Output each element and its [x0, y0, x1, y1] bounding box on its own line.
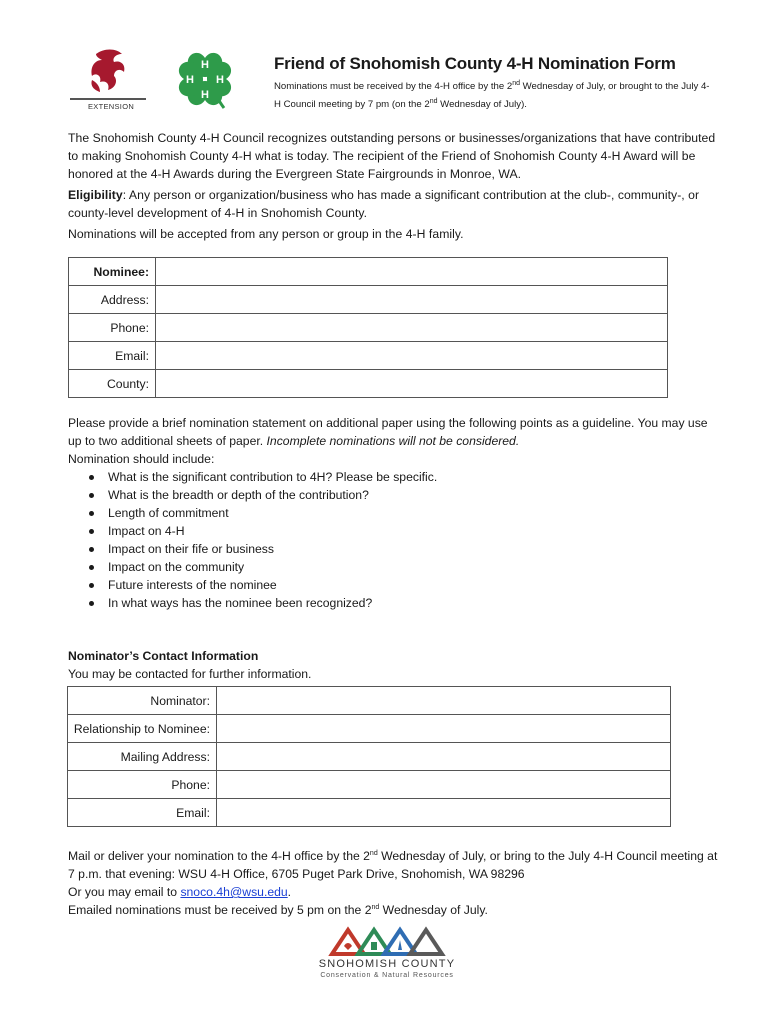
footer-county-name: SNOHOMISH COUNTY: [318, 958, 456, 970]
email-field[interactable]: [156, 342, 668, 370]
list-item: What is the breadth or depth of the contribution?: [108, 486, 718, 504]
list-item: In what ways has the nominee been recognized?: [108, 594, 718, 612]
nominator-email-field[interactable]: [217, 799, 671, 827]
list-item: What is the significant contribution to 4H? Please be specific.: [108, 468, 718, 486]
intro-paragraph: The Snohomish County 4-H Council recognizes outstanding persons or businesses/organizations that have contributed to making Snohomish County 4-H what is today. The recipient of the Friend of Snohomish County 4-H Award will be honored at the 4-H Awards during the Evergreen State Fairgrounds in Monroe, WA.: [68, 131, 716, 181]
address-field[interactable]: [156, 286, 668, 314]
nominator-phone-field[interactable]: [217, 771, 671, 799]
mailing-instructions: [68, 847, 718, 919]
nominator-form-table: [67, 686, 671, 827]
mailing-address-label: Mailing Address:: [68, 743, 217, 771]
statement-paragraph: Please provide a brief nomination statement on additional paper using the following points as a guideline. You may use up to two additional sheets of paper. Incomplete nominations will not be considered.: [68, 416, 708, 448]
svg-text:H: H: [201, 89, 209, 101]
intro-section: [68, 129, 718, 246]
mailing-address-row: [68, 743, 671, 771]
nominator-email-row: [68, 799, 671, 827]
phone-label: Phone:: [69, 314, 156, 342]
statement-section: [68, 414, 718, 612]
phone-row: [69, 314, 668, 342]
nominator-phone-row: [68, 771, 671, 799]
address-row: [69, 286, 668, 314]
email-link[interactable]: snoco.4h@wsu.edu: [180, 885, 288, 899]
svg-text:H: H: [186, 74, 194, 86]
address-label: Address:: [69, 286, 156, 314]
nominee-row: [69, 258, 668, 286]
email-label: Email:: [69, 342, 156, 370]
svg-text:H: H: [216, 74, 224, 86]
nominee-form-table: [68, 257, 668, 398]
wsu-extension-text: EXTENSION: [88, 102, 135, 111]
eligibility-paragraph: Eligibility: Any person or organization/business who has made a significant contribution at the club-, community-, or county-level development of 4-H in Snohomish County.: [68, 188, 700, 220]
list-item: Impact on 4-H: [108, 522, 718, 540]
include-heading: Nomination should include:: [68, 452, 215, 466]
delivery-paragraph: Mail or deliver your nomination to the 4-H office by the 2nd Wednesday of July, or bring to the July 4-H Council meeting at 7 p.m. that evening: WSU 4-H Office, 6705 Puget Park Drive, Snohomish, WA 98296: [68, 849, 718, 881]
footer-tagline: Conservation & Natural Resources: [320, 972, 454, 979]
svg-text:H: H: [201, 59, 209, 71]
4h-clover-logo: [172, 46, 238, 112]
criteria-list: [68, 468, 718, 612]
relationship-label: Relationship to Nominee:: [68, 715, 217, 743]
email-paragraph: Or you may email to snoco.4h@wsu.edu.: [68, 885, 292, 899]
county-label: County:: [69, 370, 156, 398]
email-row: [69, 342, 668, 370]
email-deadline-paragraph: Emailed nominations must be received by 5 pm on the 2nd Wednesday of July.: [68, 903, 488, 917]
nominator-label: Nominator:: [68, 687, 217, 715]
relationship-field[interactable]: [217, 715, 671, 743]
nominator-email-label: Email:: [68, 799, 217, 827]
list-item: Impact on their fife or business: [108, 540, 718, 558]
contact-section: [68, 647, 718, 683]
contact-heading: Nominator’s Contact Information: [68, 649, 259, 663]
nominee-field[interactable]: [156, 258, 668, 286]
acceptance-paragraph: Nominations will be accepted from any person or group in the 4-H family.: [68, 227, 464, 241]
list-item: Impact on the community: [108, 558, 718, 576]
contact-subtext: You may be contacted for further information.: [68, 667, 312, 681]
nominator-phone-label: Phone:: [68, 771, 217, 799]
relationship-row: [68, 715, 671, 743]
county-field[interactable]: [156, 370, 668, 398]
deadline-note: Nominations must be received by the 4-H office by the 2nd Wednesday of July, or brought to the July 4-H Council meeting by 7 pm (on the 2nd Wednesday of July).: [274, 79, 710, 110]
nominator-field[interactable]: [217, 687, 671, 715]
mailing-address-field[interactable]: [217, 743, 671, 771]
county-row: [69, 370, 668, 398]
form-title: Friend of Snohomish County 4-H Nomination Form: [274, 54, 676, 73]
list-item: Length of commitment: [108, 504, 718, 522]
phone-field[interactable]: [156, 314, 668, 342]
nominator-row: [68, 687, 671, 715]
list-item: Future interests of the nominee: [108, 576, 718, 594]
nominee-label: Nominee:: [69, 258, 156, 286]
